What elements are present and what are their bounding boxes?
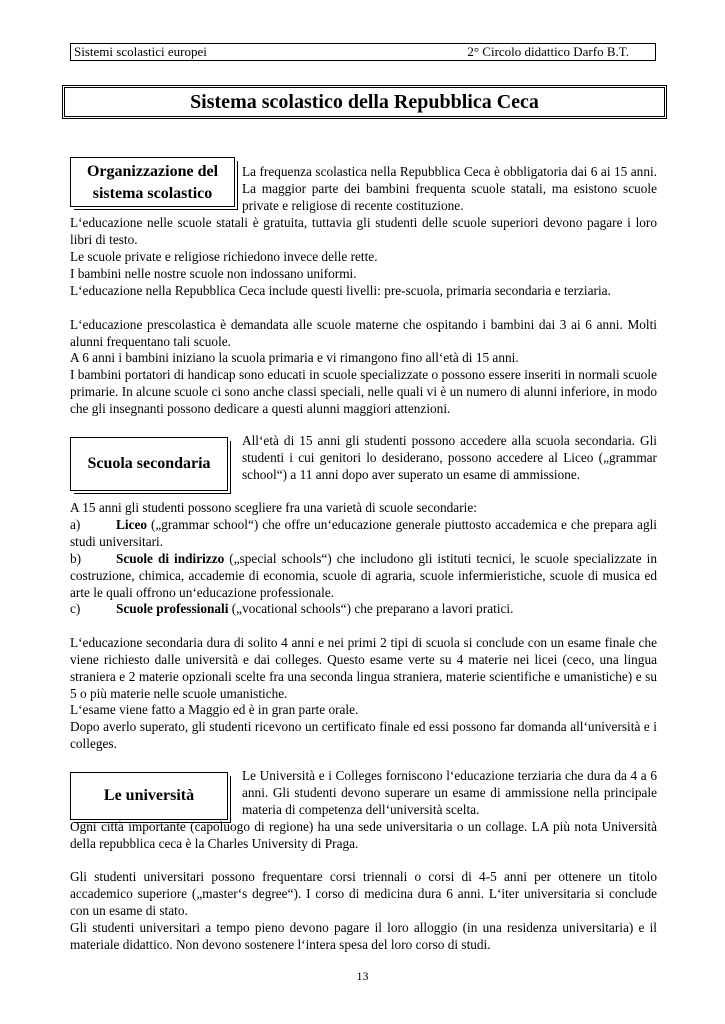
paragraph: L‘educazione nelle scuole statali è gratuita, tuttavia gli studenti delle scuole superiori devono pagare i loro libri di testo. bbox=[70, 215, 657, 247]
header-right: 2° Circolo didattico Darfo B.T. bbox=[467, 44, 629, 59]
section-heading-secondaria: Scuola secondaria bbox=[70, 437, 228, 491]
list-item-a bbox=[70, 517, 657, 551]
list-item-c bbox=[70, 601, 657, 618]
list-term: Scuole di indirizzo bbox=[116, 551, 225, 566]
paragraph: Ogni città importante (capoluogo di regione) ha una sede universitaria o un collage. LA più nota Università della repubblica ceca è la Charles University di Praga. bbox=[70, 819, 657, 851]
universita-side-text: Le Università e i Colleges forniscono l‘educazione terziaria che dura da 4 a 6 anni. Gli studenti devono superare un esame di ammissione nella principale materia di competenza dell‘università scelta. bbox=[242, 768, 657, 817]
paragraph: I bambini portatori di handicap sono educati in scuole specializzate o possono essere inseriti in normali scuole primarie. In alcune scuole ci sono anche classi speciali, nelle quali vi è un numero di alunni inferiore, in modo che gli insegnanti possono dedicare a questi alunni maggiori attenzioni. bbox=[70, 367, 657, 416]
page-number: 13 bbox=[356, 969, 369, 983]
list-term: Liceo bbox=[116, 517, 148, 532]
section-heading-universita: Le università bbox=[70, 772, 228, 820]
paragraph: Le scuole private e religiose richiedono invece delle rette. bbox=[70, 249, 378, 264]
paragraph: Gli studenti universitari possono frequentare corsi triennali o corsi di 4-5 anni per ottenere un titolo accademico superiore („master‘s degree“). I corso di medicina dura 6 anni. L‘iter universitaria si conclude con un esame di stato. bbox=[70, 869, 657, 918]
paragraph: L‘educazione secondaria dura di solito 4 anni e nei primi 2 tipi di scuola si conclude con un esame finale che viene richiesto dalle università e dai colleges. Questo esame verte su 4 materie nei licei (ceco, una lingua straniera e 2 materie opzionali scelte fra una seconda lingua straniera, materie scientifiche e umanistiche) e su 5 o più materie nelle scuole umanistiche. bbox=[70, 635, 657, 701]
heading-line-1: Organizzazione del bbox=[86, 163, 219, 180]
list-text: („vocational schools“) che preparano a lavori pratici. bbox=[228, 601, 514, 616]
list-term: Scuole professionali bbox=[116, 601, 229, 616]
list-label: a) bbox=[70, 517, 81, 532]
secondaria-intro: A 15 anni gli studenti possono scegliere fra una varietà di scuole secondarie: bbox=[70, 500, 477, 515]
paragraph: I bambini nelle nostre scuole non indossano uniformi. bbox=[70, 266, 357, 281]
paragraph: L‘educazione nella Repubblica Ceca include questi livelli: pre-scuola, primaria secondaria e terziaria. bbox=[70, 283, 611, 298]
heading-line-2: sistema scolastico bbox=[92, 185, 213, 202]
paragraph: A 6 anni i bambini iniziano la scuola primaria e vi rimangono fino all‘età di 15 anni. bbox=[70, 350, 519, 365]
paragraph: L‘esame viene fatto a Maggio ed è in gran parte orale. bbox=[70, 702, 359, 717]
paragraph: Dopo averlo superato, gli studenti ricevono un certificato finale ed essi possono far domanda all‘università e i colleges. bbox=[70, 719, 657, 751]
list-label: c) bbox=[70, 601, 81, 616]
page-title: Sistema scolastico della Repubblica Ceca bbox=[62, 85, 667, 119]
secondaria-side-text: All‘età di 15 anni gli studenti possono accedere alla scuola secondaria. Gli studenti i cui genitori lo desiderano, possono accedere al Liceo („grammar school“) a 11 anni dopo aver superato un esame di ammissione. bbox=[242, 433, 657, 482]
list-item-b bbox=[70, 551, 657, 602]
running-header bbox=[70, 43, 656, 61]
header-left: Sistemi scolastici europei bbox=[74, 44, 207, 59]
list-text: („special schools“) che includono gli istituti tecnici, le scuole specializzate in costruzione, chimica, accademie di economia, scuole di agraria, scuole infermieristiche, scuole di musica ed arte le quali offrono un‘educazione professionale. bbox=[70, 551, 657, 600]
paragraph: L‘educazione prescolastica è demandata alle scuole materne che ospitando i bambini dai 3 ai 6 anni. Molti alunni frequentano tali scuole. bbox=[70, 317, 657, 349]
list-text: („grammar school“) che offre un‘educazione generale piuttosto accademica e che prepara agli studi universitari. bbox=[70, 517, 657, 549]
paragraph: Gli studenti universitari a tempo pieno devono pagare il loro alloggio (in una residenza universitaria) e il materiale didattico. Non devono sostenere l‘intera spesa del loro corso di studi. bbox=[70, 920, 657, 952]
list-label: b) bbox=[70, 551, 82, 566]
section-heading-organizzazione bbox=[70, 157, 235, 207]
organizzazione-side-text: La frequenza scolastica nella Repubblica Ceca è obbligatoria dai 6 ai 15 anni. La maggior parte dei bambini frequenta scuole statali, ma esistono scuole private e religiose di recente costituzione. bbox=[242, 164, 657, 213]
